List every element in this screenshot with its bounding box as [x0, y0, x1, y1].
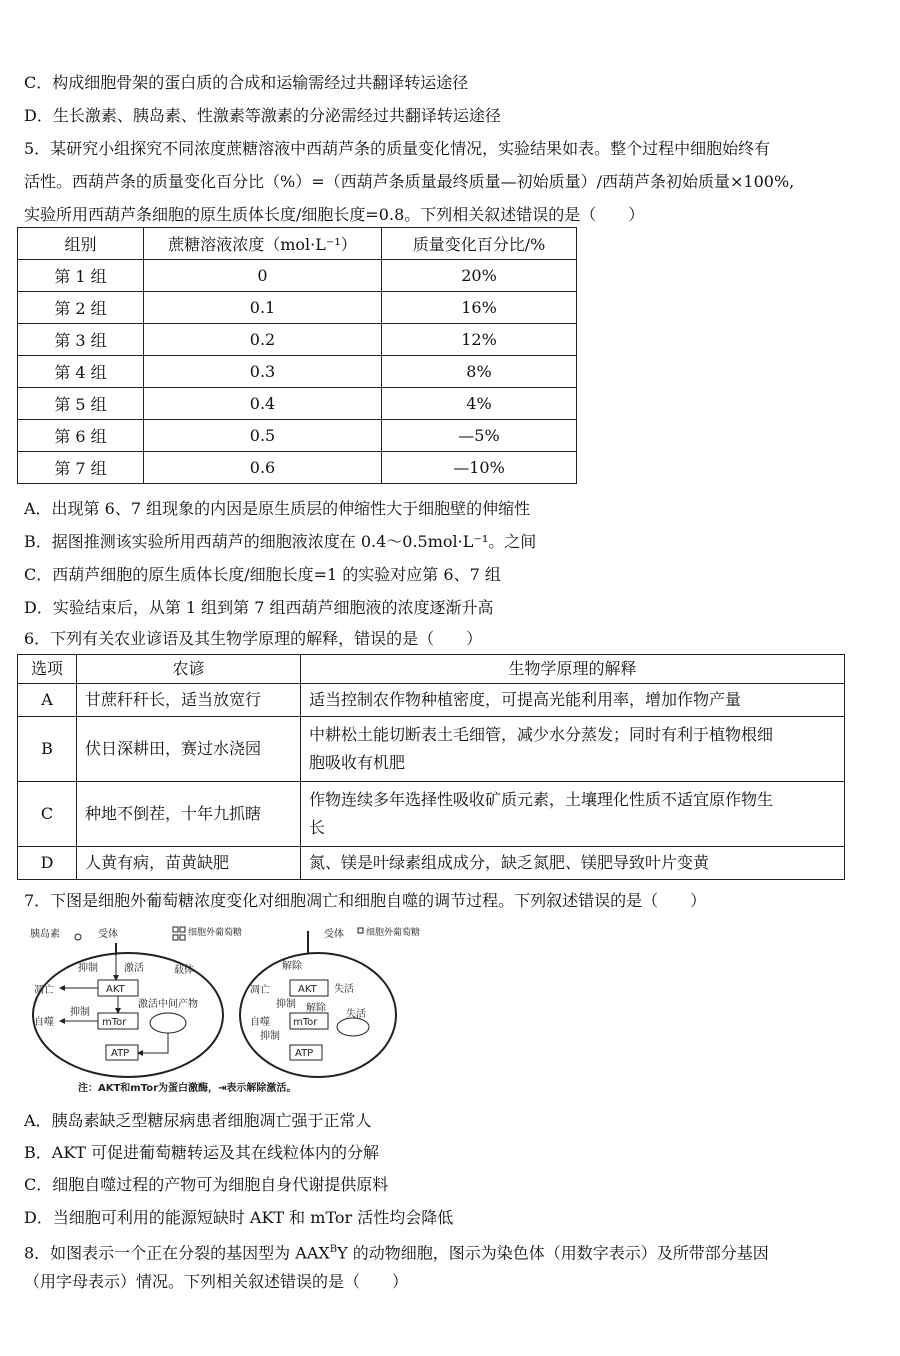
akt-label: AKT: [298, 984, 317, 995]
explanation-cell: [301, 847, 845, 880]
inactive-label: 失活: [346, 1009, 366, 1020]
table-row: [18, 847, 845, 880]
concentration-cell: 0: [144, 260, 382, 292]
q6-stem: 6．下列有关农业谚语及其生物学原理的解释，错误的是（ ）: [24, 629, 483, 648]
mass-change-cell: 8%: [382, 356, 577, 388]
saying-cell: 甘蔗秆秆长，适当放宽行: [77, 684, 301, 717]
q8-stem-line1: [24, 1239, 769, 1264]
autophagy-label: 自噬: [250, 1017, 270, 1028]
option-cell: A: [18, 684, 77, 717]
q7-option-b: B．AKT 可促进葡萄糖转运及其在线粒体内的分解: [24, 1143, 380, 1162]
option-cell: B: [18, 717, 77, 782]
inhibit-label: 抑制: [260, 1031, 280, 1042]
explanation-line: 中耕松土能切断表土毛细管，减少水分蒸发；同时有利于植物根细: [309, 725, 774, 744]
table-row: [18, 324, 577, 356]
q8-stem-superscript: B: [329, 1244, 338, 1255]
insulin-molecule-icon: [75, 934, 81, 940]
concentration-cell: 0.1: [144, 292, 382, 324]
akt-label: AKT: [106, 984, 125, 995]
mito-to-atp-arrow: [138, 1033, 168, 1053]
mass-change-cell: 16%: [382, 292, 577, 324]
mass-change-cell: —10%: [382, 452, 577, 484]
glucose-square-icon: [180, 927, 185, 932]
carrier-label: 载体: [174, 965, 194, 976]
inactive-label: 失活: [334, 984, 354, 995]
group-cell: 第 1 组: [18, 260, 144, 292]
option-cell: C: [18, 782, 77, 847]
saying-cell: 伏日深耕田，赛过水浇园: [77, 717, 301, 782]
saying-cell: 种地不倒茬，十年九抓瞎: [77, 782, 301, 847]
mtor-label: mTor: [102, 1017, 127, 1028]
table-header-cell: 农谚: [77, 655, 301, 684]
activate-label: 激活: [124, 963, 144, 974]
release-label: 解除: [282, 961, 302, 972]
cell-membrane: [240, 953, 396, 1077]
table-row: [18, 684, 845, 717]
glucose-label: 细胞外葡萄糖: [366, 928, 421, 938]
inhibit-label: 抑制: [78, 963, 98, 974]
group-cell: 第 4 组: [18, 356, 144, 388]
saying-cell: 人黄有病，苗黄缺肥: [77, 847, 301, 880]
table-header-cell: 组别: [18, 228, 144, 260]
q8-stem-pre: 8．如图表示一个正在分裂的基因型为 AAX: [24, 1243, 330, 1263]
q7-option-c: C．细胞自噬过程的产物可为细胞自身代谢提供原料: [24, 1175, 389, 1194]
table-row: [18, 452, 577, 484]
q7-stem: 7．下图是细胞外葡萄糖浓度变化对细胞凋亡和细胞自噬的调节过程。下列叙述错误的是（ ）: [24, 891, 707, 910]
table-row: [18, 782, 845, 847]
q8-stem-post: Y 的动物细胞，图示为染色体（用数字表示）及所带部分基因: [337, 1243, 769, 1263]
mass-change-cell: 12%: [382, 324, 577, 356]
group-cell: 第 6 组: [18, 420, 144, 452]
concentration-cell: 0.3: [144, 356, 382, 388]
release-label: 解除: [306, 1003, 326, 1014]
explanation-line: 作物连续多年选择性吸收矿质元素，土壤理化性质不适宜原作物生: [309, 790, 774, 809]
q5-option-a: A．出现第 6、7 组现象的内因是原生质层的伸缩性大于细胞壁的伸缩性: [24, 499, 531, 518]
glucose-square-icon: [358, 928, 363, 933]
concentration-cell: 0.2: [144, 324, 382, 356]
q4-option-d: D．生长激素、胰岛素、性激素等激素的分泌需经过共翻译转运途径: [24, 106, 501, 125]
table-header-row: [18, 655, 845, 684]
explanation-cell: [301, 782, 845, 847]
group-cell: 第 5 组: [18, 388, 144, 420]
option-cell: D: [18, 847, 77, 880]
concentration-cell: 0.6: [144, 452, 382, 484]
group-cell: 第 3 组: [18, 324, 144, 356]
inhibit-label: 抑制: [276, 999, 296, 1010]
q7-figure: [28, 925, 421, 1103]
group-cell: 第 2 组: [18, 292, 144, 324]
q6-table: [17, 654, 845, 880]
apoptosis-label: 凋亡: [34, 985, 54, 996]
q5-table: [17, 227, 577, 484]
concentration-cell: 0.5: [144, 420, 382, 452]
q7-option-a: A．胰岛素缺乏型糖尿病患者细胞凋亡强于正常人: [24, 1111, 372, 1130]
table-header-cell: 质量变化百分比/%: [382, 228, 577, 260]
table-header-cell: 选项: [18, 655, 77, 684]
q4-option-c: C．构成细胞骨架的蛋白质的合成和运输需经过共翻译转运途径: [24, 73, 469, 92]
table-row: [18, 356, 577, 388]
glucose-square-icon: [173, 935, 178, 940]
q5-option-c: C．西葫芦细胞的原生质体长度/细胞长度=1 的实验对应第 6、7 组: [24, 565, 501, 584]
apoptosis-label: 凋亡: [250, 985, 270, 996]
q5-option-b: B．据图推测该实验所用西葫芦的细胞液浓度在 0.4～0.5mol·L⁻¹。之间: [24, 532, 537, 551]
q8-stem-line2: （用字母表示）情况。下列相关叙述错误的是（ ）: [24, 1272, 409, 1291]
q5-option-d: D．实验结束后，从第 1 组到第 7 组西葫芦细胞液的浓度逐渐升高: [24, 598, 494, 617]
group-cell: 第 7 组: [18, 452, 144, 484]
glucose-label: 细胞外葡萄糖: [188, 928, 243, 938]
mtor-label: mTor: [293, 1017, 318, 1028]
autophagy-label: 自噬: [34, 1017, 54, 1028]
figure-note: 注：AKT和mTor为蛋白激酶，⇥表示解除激活。: [78, 1083, 297, 1094]
table-row: [18, 292, 577, 324]
receptor-label: 受体: [98, 929, 118, 940]
glucose-square-icon: [180, 935, 185, 940]
table-header-cell: 生物学原理的解释: [301, 655, 845, 684]
table-row: [18, 260, 577, 292]
mass-change-cell: 4%: [382, 388, 577, 420]
table-row: [18, 388, 577, 420]
mitochondrion-icon: [337, 1018, 369, 1036]
q5-stem-line2: 活性。西葫芦条的质量变化百分比（%）=（西葫芦条质量最终质量—初始质量）/西葫芦条初始质量×100%,: [24, 172, 795, 191]
q7-option-d: D．当细胞可利用的能源短缺时 AKT 和 mTor 活性均会降低: [24, 1208, 454, 1227]
explanation-cell: [301, 717, 845, 782]
table-row: [18, 420, 577, 452]
atp-label: ATP: [295, 1048, 314, 1059]
q5-stem-line3: 实验所用西葫芦条细胞的原生质体长度/细胞长度=0.8。下列相关叙述错误的是（ ）: [24, 205, 645, 224]
low-glucose-cell-diagram: [240, 926, 420, 1077]
table-header-row: [18, 228, 577, 260]
concentration-cell: 0.4: [144, 388, 382, 420]
atp-label: ATP: [111, 1048, 130, 1059]
glucose-square-icon: [173, 927, 178, 932]
table-row: [18, 717, 845, 782]
insulin-label: 胰岛素: [30, 929, 60, 940]
inhibit-label: 抑制: [70, 1007, 90, 1018]
explanation-line: 胞吸收有机肥: [309, 753, 406, 772]
mass-change-cell: —5%: [382, 420, 577, 452]
mass-change-cell: 20%: [382, 260, 577, 292]
receptor-label: 受体: [324, 929, 344, 940]
explanation-cell: [301, 684, 845, 717]
explanation-line: 长: [309, 818, 326, 837]
mitochondrion-icon: [150, 1013, 186, 1033]
normal-cell-diagram: [30, 926, 242, 1077]
table-header-cell: 蔗糖溶液浓度（mol·L⁻¹）: [144, 228, 382, 260]
activate-intermediate-label: 激活中间产物: [138, 999, 198, 1010]
q5-stem-line1: 5．某研究小组探究不同浓度蔗糖溶液中西葫芦条的质量变化情况，实验结果如表。整个过程中细胞始终有: [24, 139, 771, 158]
explanation-line: 氮、镁是叶绿素组成成分，缺乏氮肥、镁肥导致叶片变黄: [309, 853, 710, 872]
explanation-line: 适当控制农作物种植密度，可提高光能利用率，增加作物产量: [309, 690, 742, 709]
